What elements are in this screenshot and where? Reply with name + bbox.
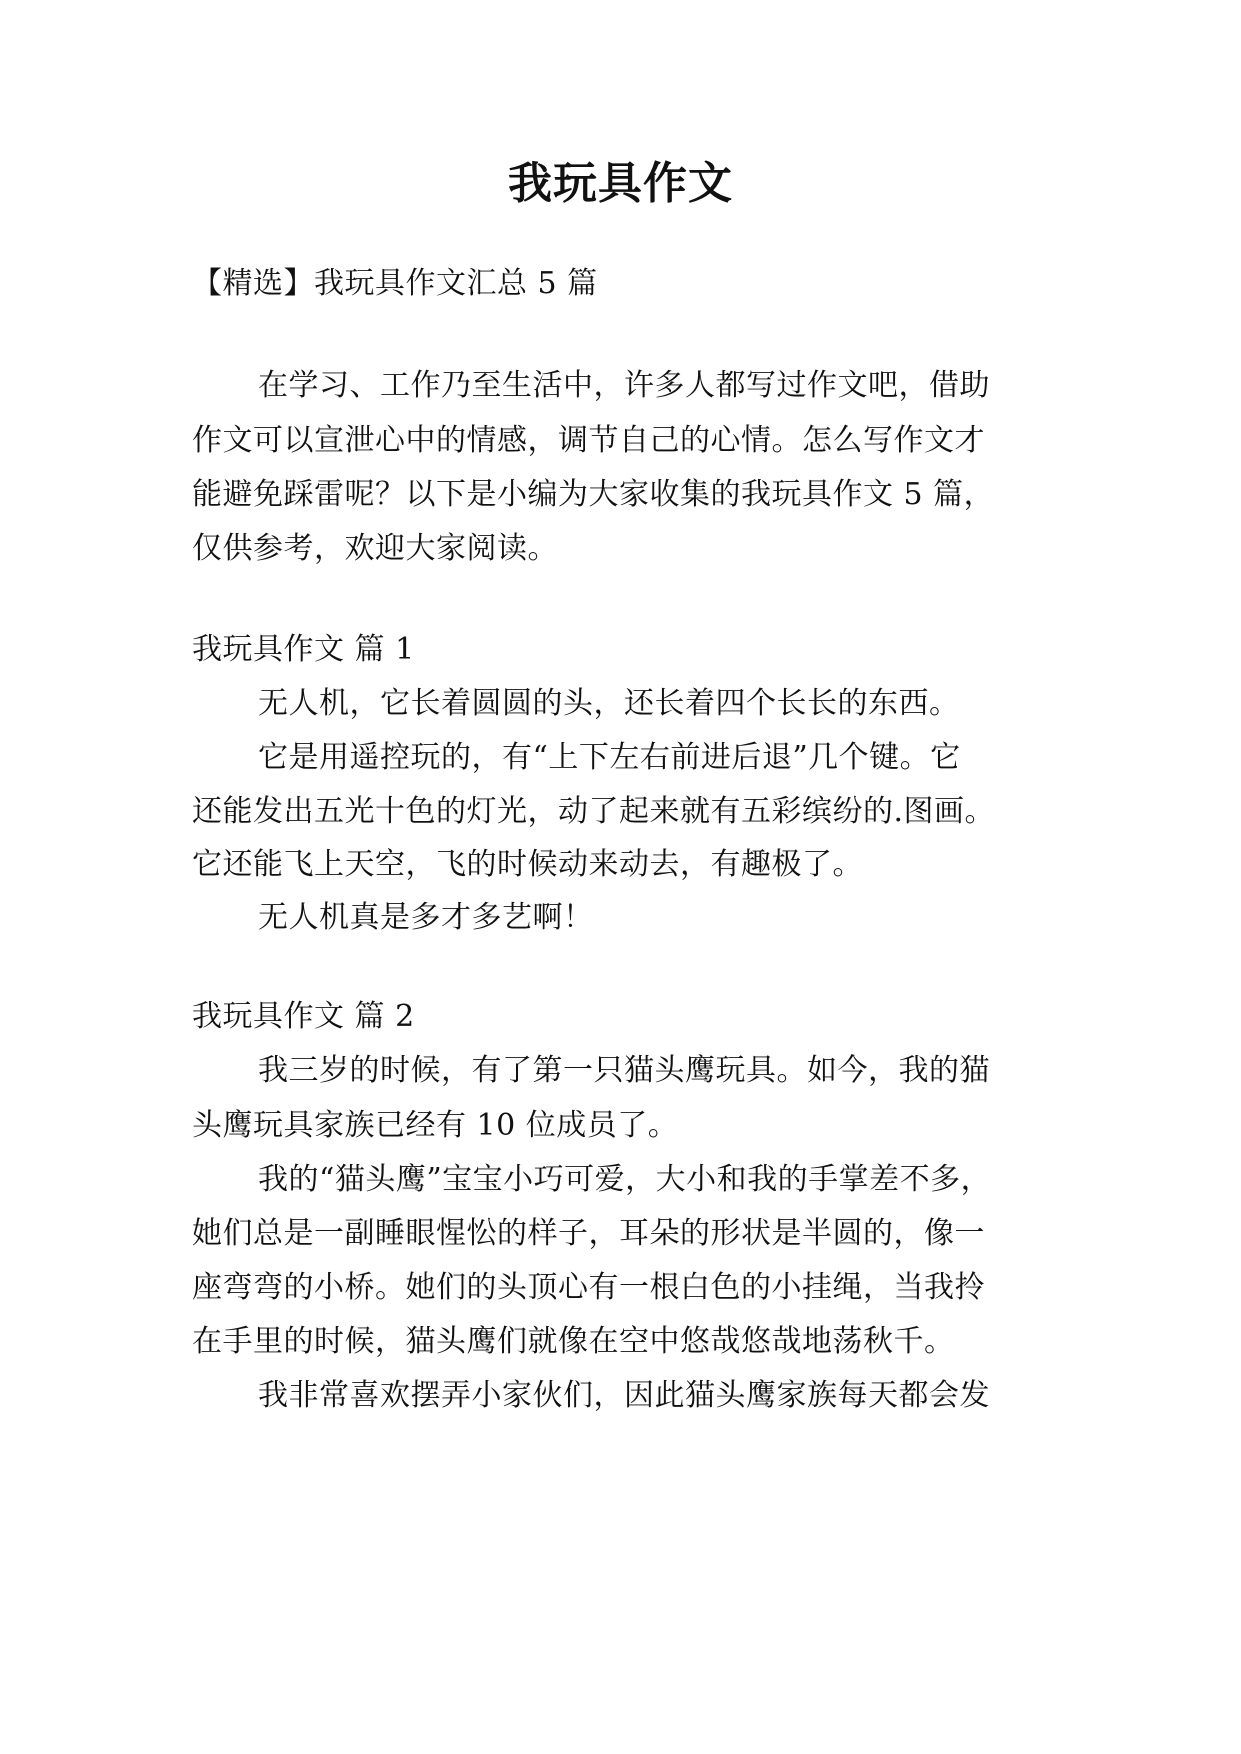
essay1-line: 还能发出五光十色的灯光，动了起来就有五彩缤纷的.图画。 [192,794,996,829]
essay1-line: 无人机，它长着圆圆的头，还长着四个长长的东西。 [258,686,960,721]
essay2-line: 她们总是一副睡眼惺忪的样子，耳朵的形状是半圆的，像一 [192,1216,985,1251]
document-title: 我玩具作文 [508,158,733,209]
essay2-line: 我的“猫头鹰”宝宝小巧可爱，大小和我的手掌差不多， [258,1162,992,1197]
essay1-line: 它是用遥控玩的，有“上下左右前进后退”几个键。它 [258,740,961,775]
intro-line: 能避免踩雷呢？以下是小编为大家收集的我玩具作文 5 篇， [192,477,995,512]
essay2-line: 在手里的时候，猫头鹰们就像在空中悠哉悠哉地荡秋千。 [192,1324,955,1359]
essay1-line: 无人机真是多才多艺啊！ [258,900,594,935]
essay2-line: 座弯弯的小桥。她们的头顶心有一根白色的小挂绳，当我拎 [192,1270,985,1305]
essay2-line: 我非常喜欢摆弄小家伙们，因此猫头鹰家族每天都会发 [258,1378,990,1413]
essay1-line: 它还能飞上天空，飞的时候动来动去，有趣极了。 [192,847,863,882]
intro-line: 在学习、工作乃至生活中，许多人都写过作文吧，借助 [258,368,990,403]
essay2-heading: 我玩具作文 篇 2 [192,999,415,1034]
intro-line: 仅供参考，欢迎大家阅读。 [192,531,558,566]
essay1-heading: 我玩具作文 篇 1 [192,632,415,667]
intro-line: 作文可以宣泄心中的情感，调节自己的心情。怎么写作文才 [192,423,985,458]
essay2-line: 我三岁的时候，有了第一只猫头鹰玩具。如今，我的猫 [258,1053,990,1088]
intro-heading: 【精选】我玩具作文汇总 5 篇 [192,266,598,301]
essay2-line: 头鹰玩具家族已经有 10 位成员了。 [192,1108,679,1143]
